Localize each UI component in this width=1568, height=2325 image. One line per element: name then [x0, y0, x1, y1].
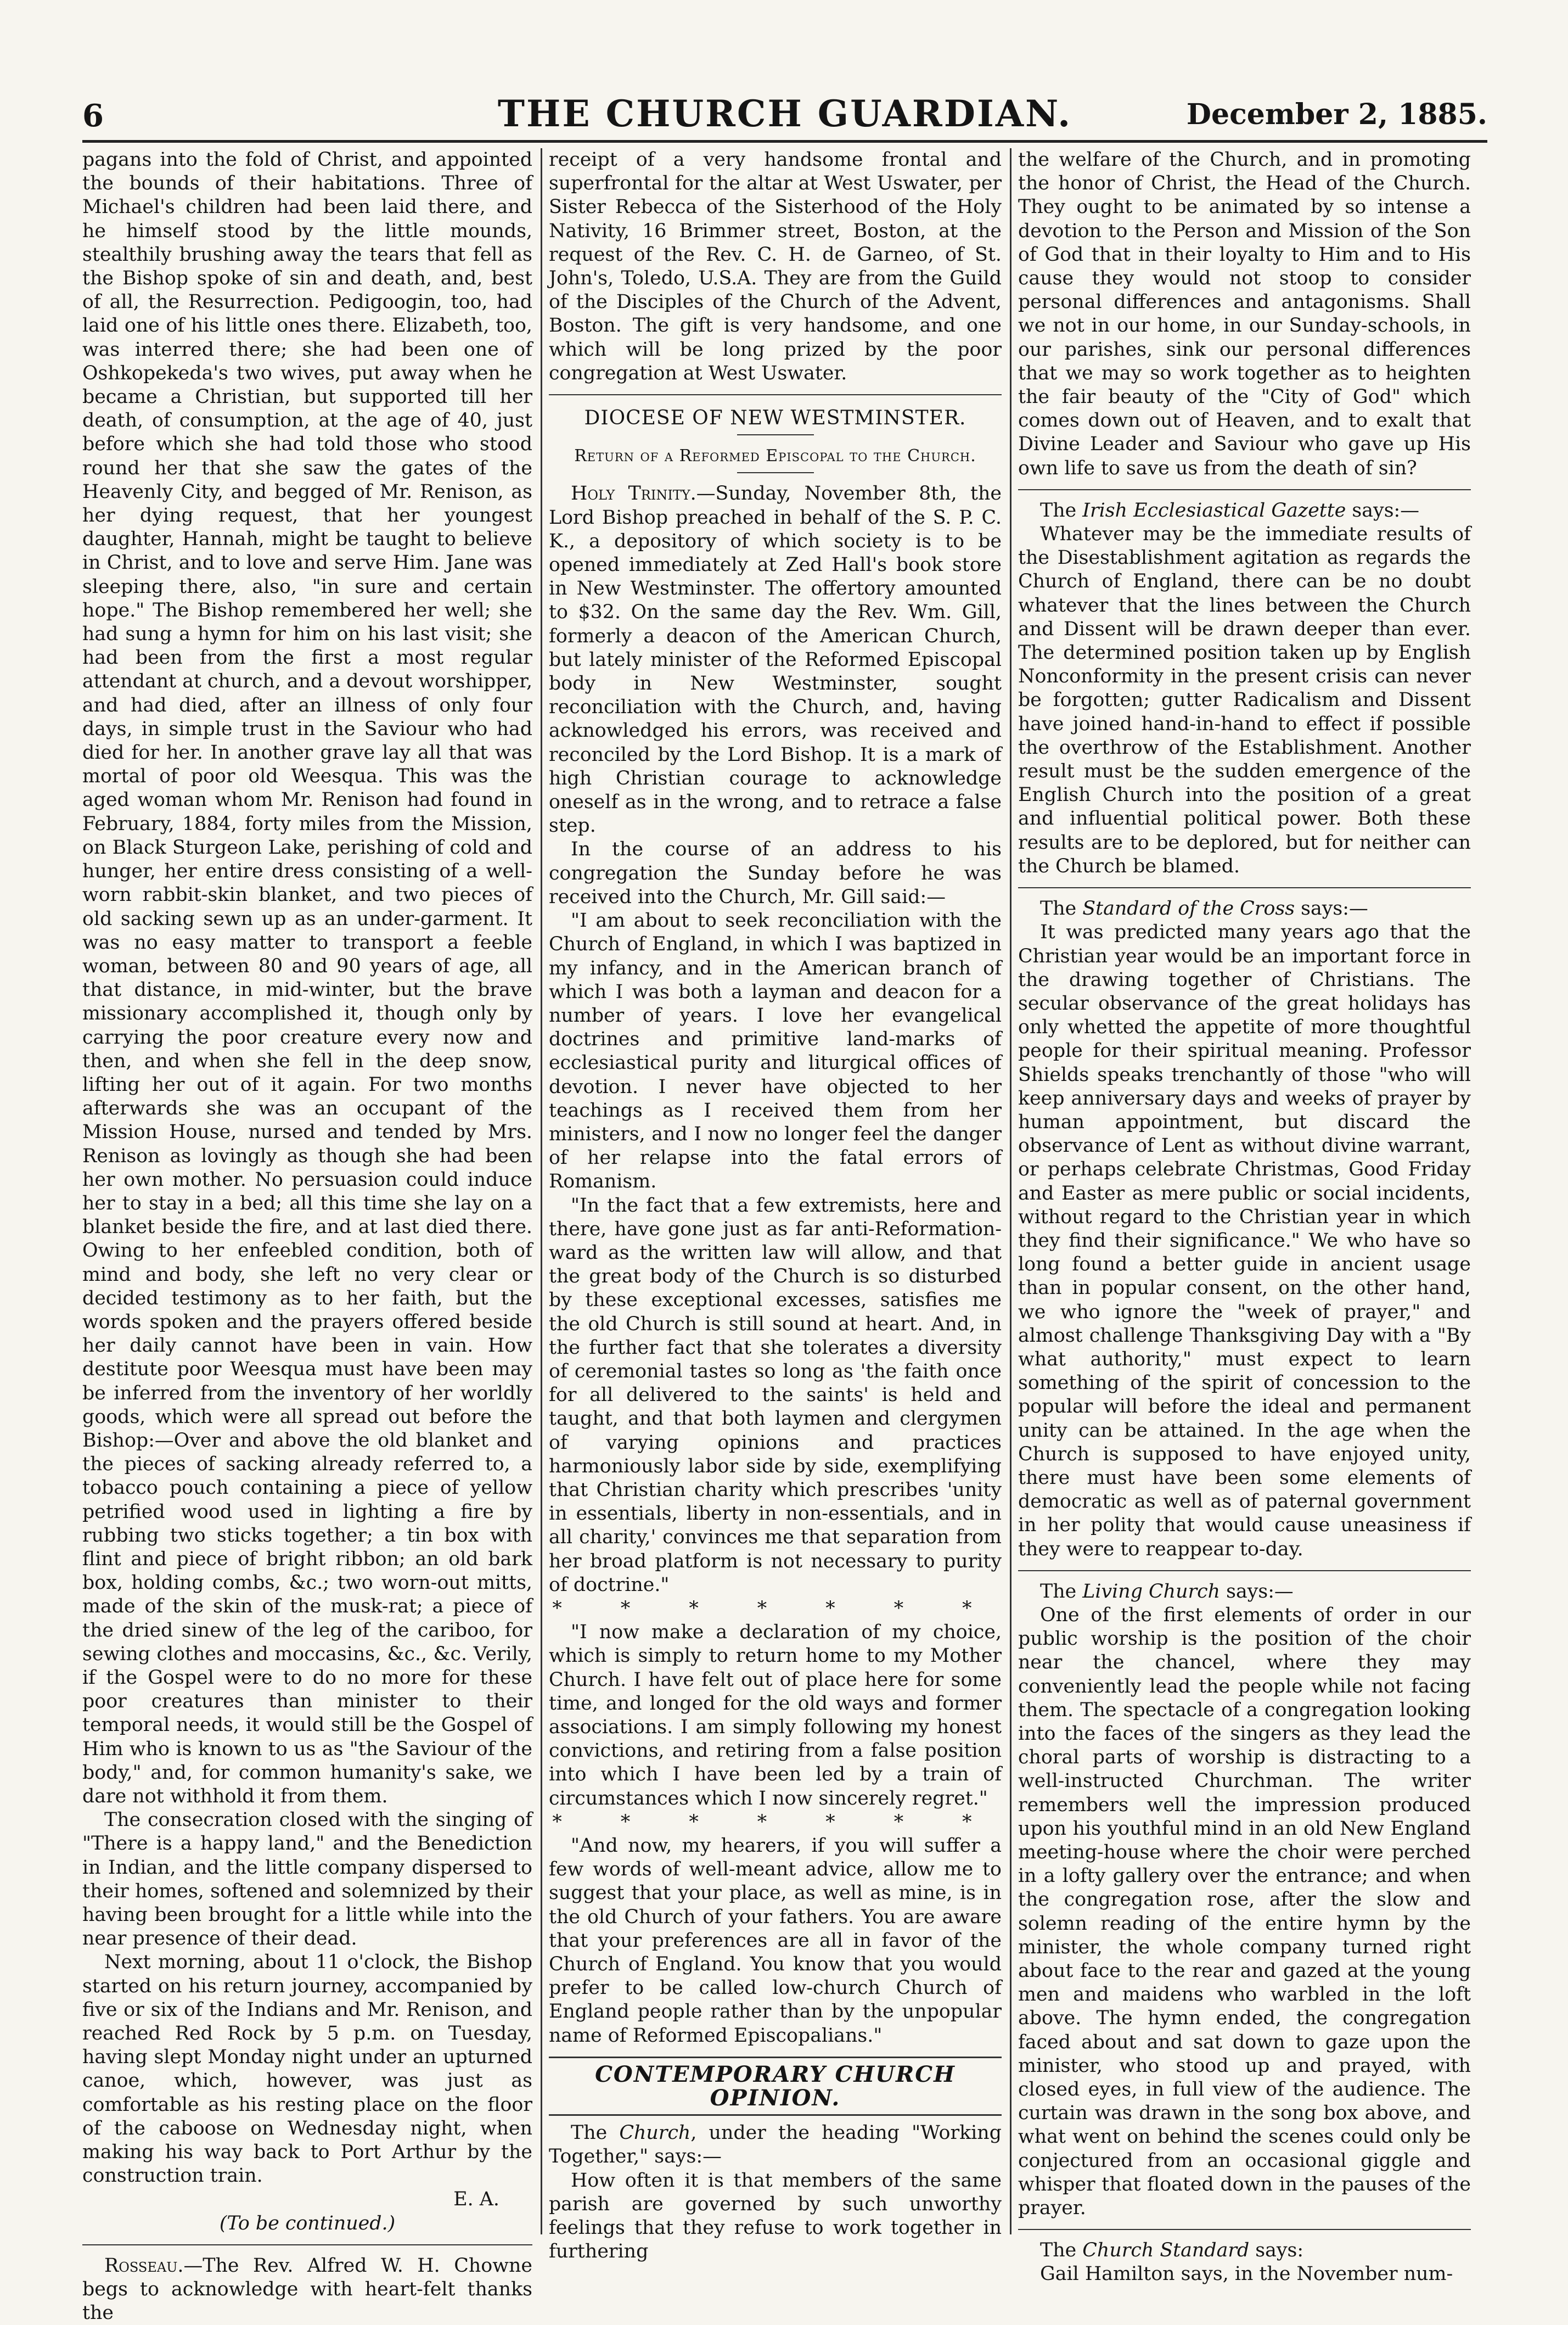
publication-name: Church	[619, 2122, 691, 2144]
news-item-lead: Rosseau.	[104, 2254, 184, 2277]
article-paragraph: How often it is that members of the same parish are governed by such unworthy feelings that they refuse to work together in furthering	[549, 2169, 1002, 2263]
news-item	[82, 2254, 532, 2325]
section-divider	[1018, 2229, 1471, 2230]
section-divider	[1018, 489, 1471, 490]
article-paragraph: One of the first elements of order in our public worship is the position of the choir near the chancel, where they may conveniently lead the people while not facing them. The spectacle of a congregation looking into the faces of the singers as they lead the choral parts of worship is distracting to a well-instructed Churchman. The writer remembers well the impression produced upon his youthful mind in an old New England meeting-house where the choir were perched in a lofty gallery over the entrance; and when the congregation rose, after the slow and solemn reading of the entire hymn by the minister, the whole company turned right about face to the rear and gazed at the young men and maidens who warbled in the loft above. The hymn ended, the congregation faced about and sat down to gaze upon the minister, who stood up and prayed, with closed eyes, in full view of the audience. The curtain was drawn in the song box above, and what went on behind the scenes could only be conjectured from an occasional giggle and whisper that floated down in the pauses of the prayer.	[1018, 1604, 1471, 2220]
publication-name: Standard of the Cross	[1082, 898, 1295, 920]
issue-date: December 2, 1885.	[1186, 98, 1487, 131]
column-2	[549, 148, 1002, 2263]
article-paragraph: the welfare of the Church, and in promoting the honor of Christ, the Head of the Church. They ought to be animated by so intense a devotion to the Person and Mission of the Son of God that in their loyalty to Him and to His cause they would not stoop to consider personal differences and antagonisms. Shall we not in our home, in our Sunday-schools, in our parishes, sink our personal differences that we may so work together as to heighten the fair beauty of the "City of God" which comes down out of Heaven, and to exalt that Divine Leader and Saviour who gave up His own life to save us from the death of sin?	[1018, 149, 1471, 479]
heading-rule	[737, 434, 814, 435]
article-paragraph: Next morning, about 11 o'clock, the Bishop started on his return journey, accompanied by five or six of the Indians and Mr. Renison, and reached Red Rock by 5 p.m. on Tuesday, having slept Monday night under an upturned canoe, which, however, was just as comfortable as his resting place on the floor of the caboose on Wednesday night, when making his way back to Port Arthur by the construction train.	[82, 1951, 532, 2187]
article-paragraph: Whatever may be the immediate results of the Disestablishment agitation as regards the Church of England, there can be no doubt whatever that the lines between the Church and Dissent will be drawn deeper than ever. The determined position taken up by English Nonconformity in the present crisis can never be forgotten; gutter Radicalism and Dissent have joined hand-in-hand to effect if possible the overthrow of the Establishment. Another result must be the sudden emergence of the English Church into the position of a great and influential political power. Both these results are to be deplored, but for neither can the Church be blamed.	[1018, 523, 1471, 877]
asterism: * * * * * * *	[552, 1597, 998, 1620]
page-number: 6	[82, 98, 104, 134]
column-divider	[541, 148, 542, 2234]
masthead-title: THE CHURCH GUARDIAN.	[497, 92, 1072, 135]
publication-name: Irish Ecclesiastical Gazette	[1082, 499, 1346, 522]
column-1	[82, 148, 532, 2324]
quote-intro: The Living Church says:—	[1040, 1580, 1294, 1603]
news-item-text: —The Rev. Alfred W. H. Chowne begs to acknowledge with heart-felt thanks the	[82, 2254, 532, 2324]
article-paragraph: Holy Trinity.—Sunday, November 8th, the Lord Bishop preached in behalf of the S. P. C. K., a depository of which society is to be opened immediately at Zed Hall's book store in New Westminster. The offertory amounted to $32. On the same day the Rev. Wm. Gill, formerly a deacon of the American Church, but lately minister of the Reformed Episcopal body in New Westminster, sought reconciliation with the Church, and, having acknowledged his errors, was received and reconciled by the Lord Bishop. It is a mark of high Christian courage to acknowledge oneself as in the wrong, and to retrace a false step.	[549, 483, 1002, 837]
article-paragraph: Gail Hamilton says, in the November num-	[1040, 2263, 1453, 2285]
section-divider	[549, 394, 1002, 395]
article-paragraph: The Church, under the heading "Working Together," says:—	[549, 2122, 1002, 2168]
page-header	[82, 88, 1487, 143]
section-divider	[1018, 1570, 1471, 1571]
section-divider	[1018, 887, 1471, 888]
quote-intro: The Church Standard says:	[1040, 2239, 1304, 2262]
column-3	[1018, 148, 1471, 2285]
publication-name: Living Church	[1082, 1580, 1221, 1603]
article-paragraph: pagans into the fold of Christ, and appointed the bounds of their habitations. Three of Michael's children had been laid there, and he himself stood by the little mounds, stealthily brushing away the tears that fell as the Bishop spoke of sin and death, and, best of all, the Resurrection. Pedigoogin, too, had laid one of his little ones there. Elizabeth, too, was interred there; she had been one of Oshkopekeda's two wives, put away when he became a Christian, but supported till her death, of consumption, at the age of 40, just before which she had told those who stood round her that she saw the gates of the Heavenly City, and begged of Mr. Renison, as her dying request, that her youngest daughter, Hannah, might be taught to believe in Christ, and to love and serve Him. Jane was sleeping there, also, "in sure and certain hope." The Bishop remembered her well; she had sung a hymn for him on his last visit; she had been from the first a most regular attendant at church, and a devout worshipper, and had died, after an illness of only four days, in simple trust in the Saviour who had died for her. In another grave lay all that was mortal of poor old Weesqua. This was the aged woman whom Mr. Renison had found in February, 1884, forty miles from the Mission, on Black Sturgeon Lake, perishing of cold and hunger, her entire dress consisting of a well-worn rabbit-skin blanket, and two pieces of old sacking sewn up as an under-garment. It was no easy matter to transport a feeble woman, between 80 and 90 years of age, all that distance, in mid-winter, but the brave missionary accomplished it, though only by carrying the poor creature every now and then, and when she fell in the deep snow, lifting her out of it again. For two months afterwards she was an occupant of the Mission House, nursed and tended by Mrs. Renison as lovingly as though she had been her own mother. No persuasion could induce her to stay in a bed; all this time she lay on a blanket beside the fire, and at last died there. Owing to her enfeebled condition, both of mind and body, she left no very clear or decided testimony as to her faith, but the words spoken and the prayers offered beside her daily cannot have been in vain. How destitute poor Weesqua must have been may be inferred from the inventory of her worldly goods, which were all spread out before the Bishop:—Over and above the old blanket and the pieces of sacking already referred to, a tobacco pouch containing a piece of yellow petrified wood used in lighting a fire by rubbing two sticks together; a tin box with flint and piece of bright ribbon; an old bark box, holding combs, &c.; two worn-out mitts, made of the skin of the musk-rat; a piece of the dried sinew of the leg of the cariboo, for sewing clothes and moccasins, &c., &c. Verily, if the Gospel were to do no more for these poor creatures than minister to their temporal needs, it would still be the Gospel of Him who is known to us as "the Saviour of the body," and, for common humanity's sake, we dare not withhold it from them.	[82, 149, 532, 1808]
quote-paragraph: "In the fact that a few extremists, here and there, have gone just as far anti-Reformation-ward as the written law will allow, and that the great body of the Church is so disturbed by these exceptional excesses, satisfies me the old Church is still sound at heart. And, in the further fact that she tolerates a diversity of ceremonial tastes so long as 'the faith once for all delivered to the saints' is held and taught, and that both laymen and clergymen of varying opinions and practices harmoniously labor side by side, exemplifying that Christian charity which prescribes 'unity in essentials, liberty in non-essentials, and in all charity,' convinces me that separation from her broad platform is not necessary to purity of doctrine."	[549, 1194, 1002, 1596]
asterism: * * * * * * *	[552, 1811, 998, 1833]
quote-paragraph: "I now make a declaration of my choice, which is simply to return home to my Mother Church. I have felt out of place here for some time, and longed for the old ways and former associations. I am simply following my honest convictions, and retiring from a false position into which I have been led by a train of circumstances which I now sincerely regret."	[549, 1621, 1002, 1809]
quote-paragraph: "I am about to seek reconciliation with the Church of England, in which I was baptized in my infancy, and in the American branch of which I was both a layman and deacon for a number of years. I love her evangelical doctrines and primitive land-marks of ecclesiastical purity and liturgical offices of devotion. I never have objected to her teachings as I received them from her ministers, and I now no longer feel the danger of her relapse into the fatal errors of Romanism.	[549, 910, 1002, 1193]
heading-rule	[737, 472, 814, 473]
section-subheading: Return of a Reformed Episcopal to the Church.	[574, 446, 976, 466]
article-paragraph: receipt of a very handsome frontal and superfrontal for the altar at West Uswater, per Sister Rebecca of the Sisterhood of the Holy Nativity, 16 Brimmer street, Boston, at the request of the Rev. C. H. de Garneo, of St. John's, Toledo, U.S.A. They are from the Guild of the Disciples of the Church of the Advent, Boston. The gift is very handsome, and one which will be long prized by the poor congregation at West Uswater.	[549, 149, 1002, 384]
quote-intro: The Irish Ecclesiastical Gazette says:—	[1040, 499, 1420, 522]
paragraph-lead: Holy Trinity.	[571, 483, 696, 505]
continued-note: (To be continued.)	[219, 2212, 396, 2234]
section-heading: DIOCESE OF NEW WESTMINSTER.	[584, 407, 966, 430]
article-paragraph: It was predicted many years ago that the Christian year would be an important force in the drawing together of Christians. The secular observance of the great holidays has only whetted the appetite of more thoughtful people for their spiritual meaning. Professor Shields speaks trenchantly of those "who will keep anniversary days and weeks of prayer by human appointment, but discard the observance of Lent as without divine warrant, or perhaps celebrate Christmas, Good Friday and Easter as mere public or social incidents, without regard to the Christian year in which they find their significance." We who have so long found a better guide in ancient usage than in popular consent, on the other hand, we who ignore the "week of prayer," and almost challenge Thanksgiving Day with a "By what authority," must expect to learn something of the spirit of concession to the popular will before the ideal and permanent unity can be attained. In the age when the Church is supposed to have enjoyed unity, there must have been some elements of democratic as well as of paternal government in her polity that would cause uneasiness if they were to reappear to-day.	[1018, 921, 1471, 1560]
quote-paragraph: "And now, my hearers, if you will suffer a few words of well-meant advice, allow me to suggest that your place, as well as mine, is in the old Church of your fathers. You are aware that your preferences are all in favor of the Church of England. You know that you would prefer to be called low-church Church of England people rather than by the unpopular name of Reformed Episcopalians."	[549, 1835, 1002, 2047]
publication-name: Church Standard	[1082, 2239, 1250, 2262]
column-divider	[1010, 148, 1011, 2234]
article-paragraph: In the course of an address to his congregation the Sunday before he was received into the Church, Mr. Gill said:—	[549, 838, 1002, 908]
author-signature: E. A.	[453, 2188, 499, 2211]
article-paragraph: The consecration closed with the singing of "There is a happy land," and the Benediction in Indian, and the little company dispersed to their homes, softened and solemnized by their having been brought for a little while into the near presence of their dead.	[82, 1809, 532, 1950]
section-heading: CONTEMPORARY CHURCH OPINION.	[549, 2057, 1002, 2116]
section-divider	[82, 2244, 532, 2245]
quote-intro: The Standard of the Cross says:—	[1040, 898, 1368, 920]
